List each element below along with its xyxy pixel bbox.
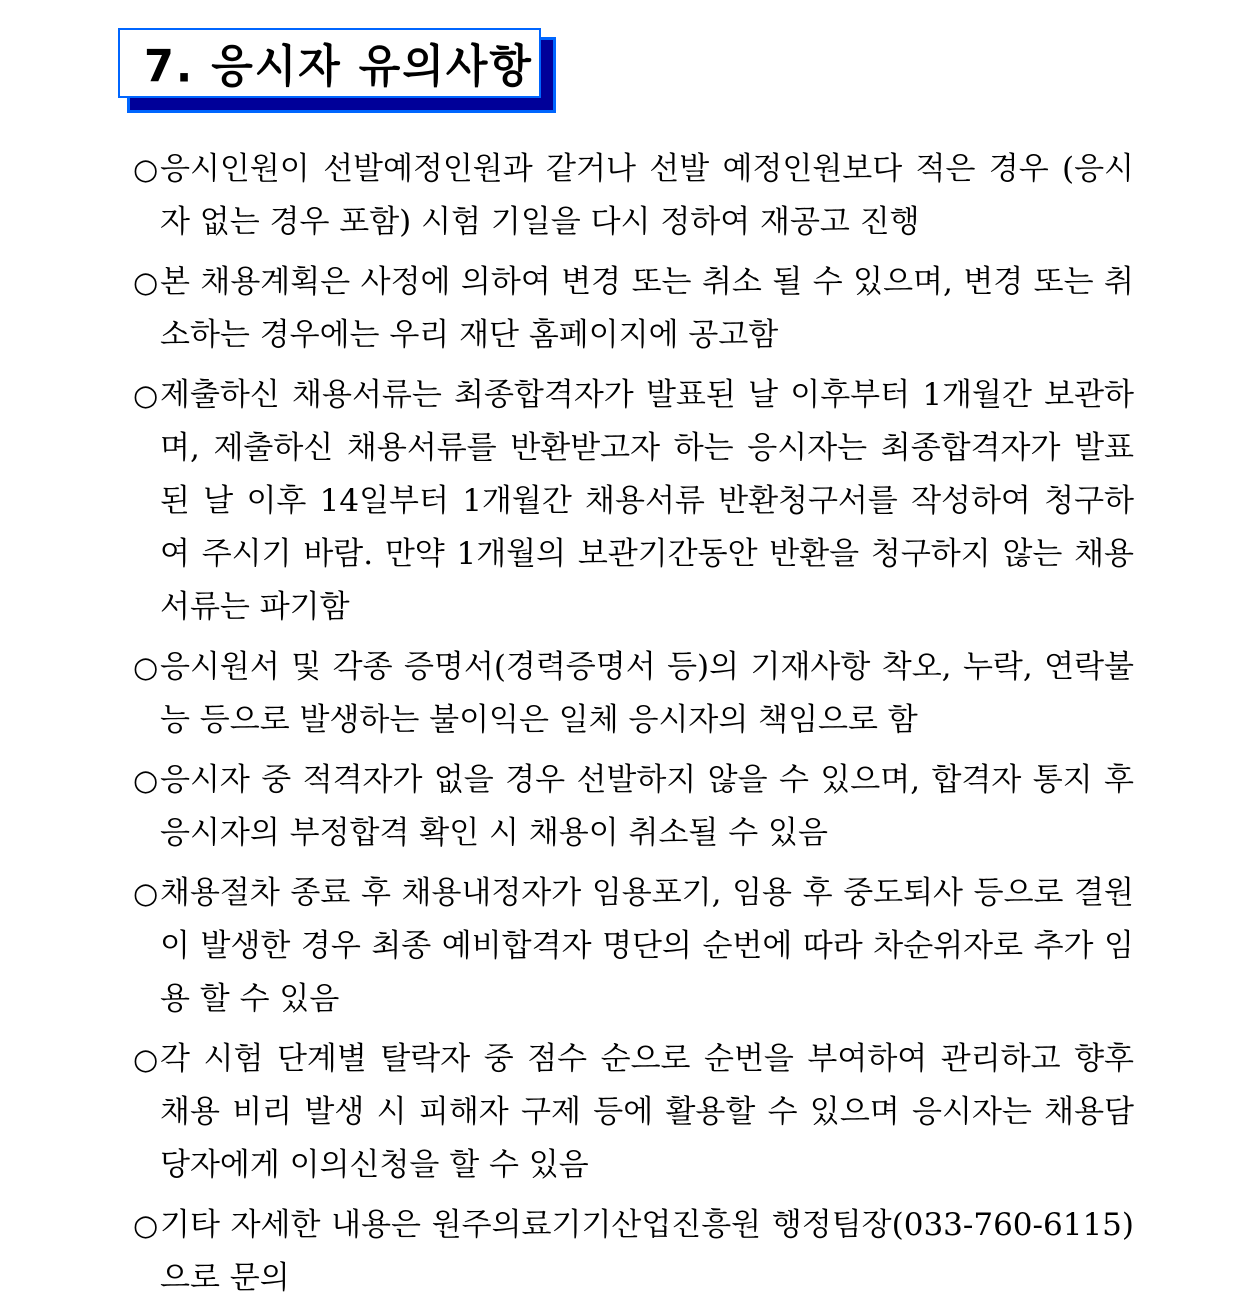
notice-text: 채용절차 종료 후 채용내정자가 임용포기, 임용 후 중도퇴사 등으로 결원이 발생한 경우 최종 예비합격자 명단의 순번에 따라 차순위자로 추가 임용 할 수 있음 (160, 875, 1134, 1017)
circle-bullet-icon: ○ (133, 1208, 159, 1242)
notice-text: 기타 자세한 내용은 원주의료기기산업진흥원 행정팀장(033-760-6115)으로 문의 (160, 1207, 1134, 1296)
notice-item (133, 754, 1134, 860)
notice-item (133, 1199, 1134, 1305)
circle-bullet-icon: ○ (133, 378, 159, 412)
notice-text: 제출하신 채용서류는 최종합격자가 발표된 날 이후부터 1개월간 보관하며, 제출하신 채용서류를 반환받고자 하는 응시자는 최종합격자가 발표된 날 이후 14일부터 1개월간 채용서류 반환청구서를 작성하여 청구하여 주시기 바람. 만약 1개월의 보관기간동안 반환을 청구하지 않는 채용서류는 파기함 (160, 377, 1134, 625)
circle-bullet-icon: ○ (133, 650, 159, 684)
notices-list (133, 143, 1134, 1305)
section-title-box (118, 28, 541, 98)
circle-bullet-icon: ○ (133, 265, 159, 299)
notice-item (133, 256, 1134, 362)
section-title: 7. 응시자 유의사항 (144, 40, 533, 93)
notice-text: 본 채용계획은 사정에 의하여 변경 또는 취소 될 수 있으며, 변경 또는 취소하는 경우에는 우리 재단 홈페이지에 공고함 (160, 264, 1134, 353)
notice-item (133, 1033, 1134, 1192)
circle-bullet-icon: ○ (133, 763, 159, 797)
notice-item (133, 867, 1134, 1026)
notice-item (133, 641, 1134, 747)
notice-item (133, 369, 1134, 634)
notice-text: 응시자 중 적격자가 없을 경우 선발하지 않을 수 있으며, 합격자 통지 후 응시자의 부정합격 확인 시 채용이 취소될 수 있음 (160, 762, 1134, 851)
notice-item (133, 143, 1134, 249)
circle-bullet-icon: ○ (133, 152, 159, 186)
circle-bullet-icon: ○ (133, 1042, 159, 1076)
circle-bullet-icon: ○ (133, 876, 159, 910)
notice-text: 응시원서 및 각종 증명서(경력증명서 등)의 기재사항 착오, 누락, 연락불능 등으로 발생하는 불이익은 일체 응시자의 책임으로 함 (160, 649, 1134, 738)
notice-text: 각 시험 단계별 탈락자 중 점수 순으로 순번을 부여하여 관리하고 향후 채용 비리 발생 시 피해자 구제 등에 활용할 수 있으며 응시자는 채용담당자에게 이의신청을 할 수 있음 (160, 1041, 1134, 1183)
notice-text: 응시인원이 선발예정인원과 같거나 선발 예정인원보다 적은 경우 (응시자 없는 경우 포함) 시험 기일을 다시 정하여 재공고 진행 (160, 151, 1134, 240)
